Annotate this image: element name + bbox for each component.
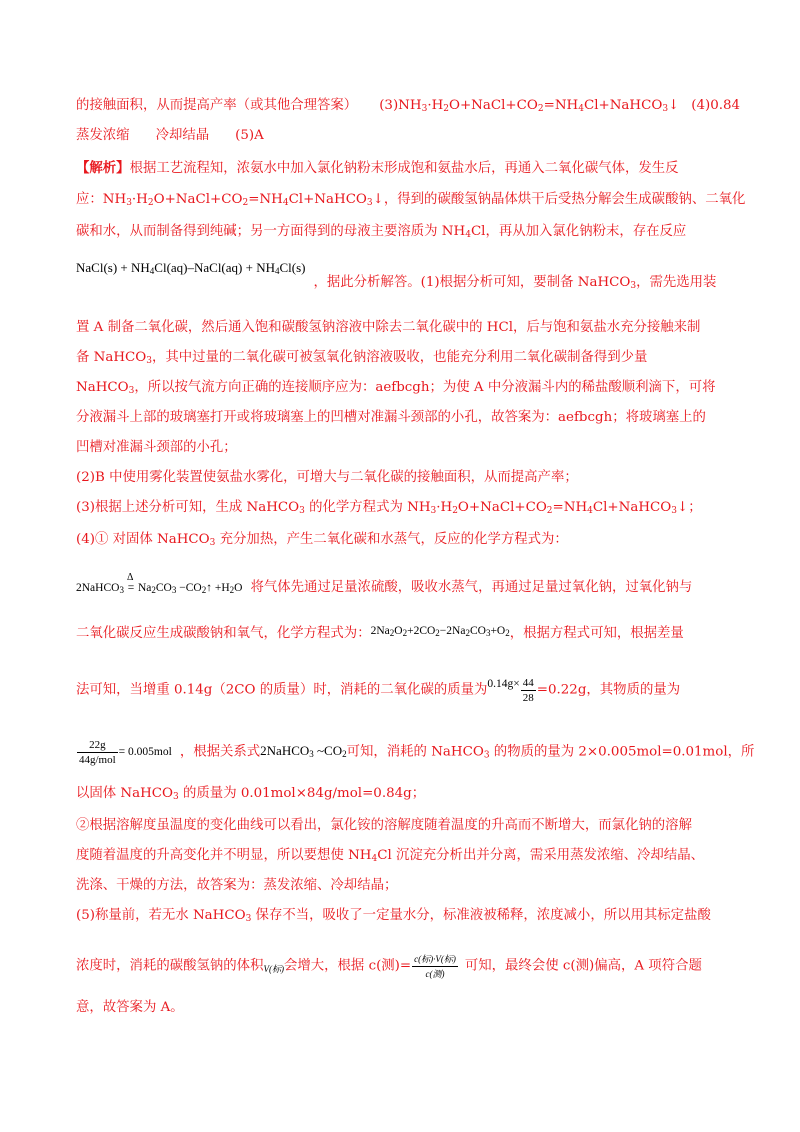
analysis-line-9: 凹槽对准漏斗颈部的小孔； (76, 440, 237, 455)
analysis-line-17: 法可知，当增重 0.14g（2CO 的质量）时，消耗的二氧化碳的质量为0.14g× $\frac{44}{28}$ =0.22g，其物质的量为 (76, 677, 681, 704)
answer-line-2 (76, 126, 264, 146)
analysis-line-4: NaCl(s) + $NH_4Cl(aq)-NaCl(aq) + NH_4Cl(s)$，据此分析解答。(1)根据分析可知，要制备 NaHCO$_3$，需先选用装 (76, 260, 717, 291)
volume-symbol: V(标) (263, 964, 284, 975)
analysis-line-20: ②根据溶解度虽温度的变化曲线可以看出，氯化铵的溶解度随着温度的升高而不断增大，而氯化钠的溶解 (76, 818, 692, 833)
decomposition-equation: 2NaHCO$_3$ Δ = $Na_2CO_3$ $-CO_2↑ +H_2O$ (76, 582, 242, 594)
answer-4-value: (4)0.84 (691, 98, 741, 113)
peroxide-equation: $2Na_2O_2+2CO_2-2Na_2CO_3+O_2$ (370, 625, 510, 638)
analysis-part-4: (4)① 对固体 NaHCO$_3$ 充分加热，产生二氧化碳和水蒸气，反应的化学方程式为： (76, 532, 568, 548)
analysis-line-19: 以固体 NaHCO$_3$ 的质量为 0.01mol×84g/mol=0.84g； (76, 786, 426, 802)
answer-line-1 (76, 96, 740, 116)
heat-symbol: Δ (126, 572, 134, 583)
analysis-line-25: 意，故答案为 A。 (76, 1000, 184, 1015)
analysis-line-2: 应：$NH_3\cdot H_2O+NaCl+CO_2=NH_4Cl+NaHCO_3↓$，得到的碳酸氢钠晶体烘干后受热分解会生成碳酸钠、二氧化 (76, 192, 746, 208)
mole-fraction: $\frac{22g}{\text{44g/mol}}$ = 0.005mol (79, 739, 172, 766)
analysis-line-5: 置 A 制备二氧化碳，然后通入饱和碳酸氢钠溶液中除去二氧化碳中的 HCl，后与饱和氨盐水充分接触来制 (76, 320, 701, 335)
analysis-line-1: 【解析】根据工艺流程知，浓氨水中加入氯化钠粉末形成饱和氨盐水后，再通入二氧化碳气体，发生反 (76, 160, 679, 176)
analysis-line-3: 碳和水，从而制备得到纯碱；另一方面得到的母液主要溶质为 $NH_4Cl$，再从加入氯化钠粉末，存在反应 (76, 224, 687, 240)
analysis-tag: 【解析】 (76, 160, 130, 176)
analysis-part-5: (5)称量前，若无水 NaHCO$_3$ 保存不当，吸收了一定量水分，标准液被稀释，浓度减小，所以用其标定盐酸 (76, 908, 711, 924)
analysis-line-7: NaHCO$_3$，所以按气流方向正确的连接顺序应为：aefbcgh；为使 A 中分液漏斗内的稀盐酸顺利滴下，可将 (76, 380, 716, 396)
answer-4-method-1: 蒸发浓缩 (76, 128, 130, 143)
co2-mass-fraction: 0.14g× $\frac{44}{28}$ (487, 677, 534, 704)
analysis-part-2: (2)B 中使用雾化装置使氨盐水雾化，可增大与二氧化碳的接触面积，从而提高产率； (76, 470, 578, 485)
answer-5-choice: (5)A (235, 128, 264, 143)
equilibrium-equation: NaCl(s) + $NH_4Cl(aq)-NaCl(aq) + NH_4Cl(s)$ (76, 260, 306, 276)
analysis-line-6: 备 NaHCO$_3$，其中过量的二氧化碳可被氢氧化钠溶液吸收，也能充分利用二氧化碳制备得到少量 (76, 350, 648, 366)
answer-4-method-2: 冷却结晶 (155, 128, 210, 143)
answer-3-equation: $(3)NH_3\cdot H_2O+NaCl+CO_2=NH_4Cl+NaHCO_3↓$ (379, 98, 680, 114)
analysis-line-21: 度随着温度的升高变化并不明显，所以要想使 $NH_4Cl$ 沉淀充分析出并分离，需采用蒸发浓缩、冷却结晶、 (76, 848, 704, 864)
analysis-line-22: 洗涤、干燥的方法，故答案为：蒸发浓缩、冷却结晶； (76, 878, 398, 893)
analysis-part-3: (3)根据上述分析可知，生成 NaHCO$_3$ 的化学方程式为 $NH_3\cdot H_2O+NaCl+CO_2=NH_4Cl+NaHCO_3↓$； (76, 500, 702, 516)
analysis-line-24: 浓度时，消耗的碳酸氢钠的体积$_{V(标)}$会增大，根据 c(测)= $\frac{\text{c(标)·V(标)}}{\text{c(测)}}$ 可知，最终会使 c(测)偏高，A 项符合题 (76, 954, 702, 979)
analysis-line-18: $\frac{22g}{\text{44g/mol}}$ = 0.005mol ，根据关系式2NaHCO$_3$ $\sim CO_2$可知，消耗的 NaHCO$_3$ 的物质的量为 2×0.005mol=0.01mol，所 (76, 738, 754, 767)
concentration-fraction: $\frac{\text{c(标)·V(标)}}{\text{c(测)}}$ (414, 954, 456, 979)
analysis-line-8: 分液漏斗上部的玻璃塞打开或将玻璃塞上的凹槽对准漏斗颈部的小孔，故答案为：aefbcgh；将玻璃塞上的 (76, 410, 706, 425)
analysis-line-16: 二氧化碳反应生成碳酸钠和氧气，化学方程式为：$2Na_2O_2+2CO_2-2Na_2CO_3+O_2$，根据方程式可知，根据差量 (76, 625, 684, 641)
analysis-line-15: 2NaHCO$_3$ Δ = $Na_2CO_3$ $-CO_2↑ +H_2O$ 将气体先通过足量浓硫酸，吸收水蒸气，再通过足量过氧化钠，过氧化钠与 (76, 578, 692, 598)
relation-formula: 2NaHCO$_3$ $\sim CO_2$ (260, 743, 347, 760)
answer-2-text: 的接触面积，从而提高产率（或其他合理答案） (76, 98, 358, 113)
